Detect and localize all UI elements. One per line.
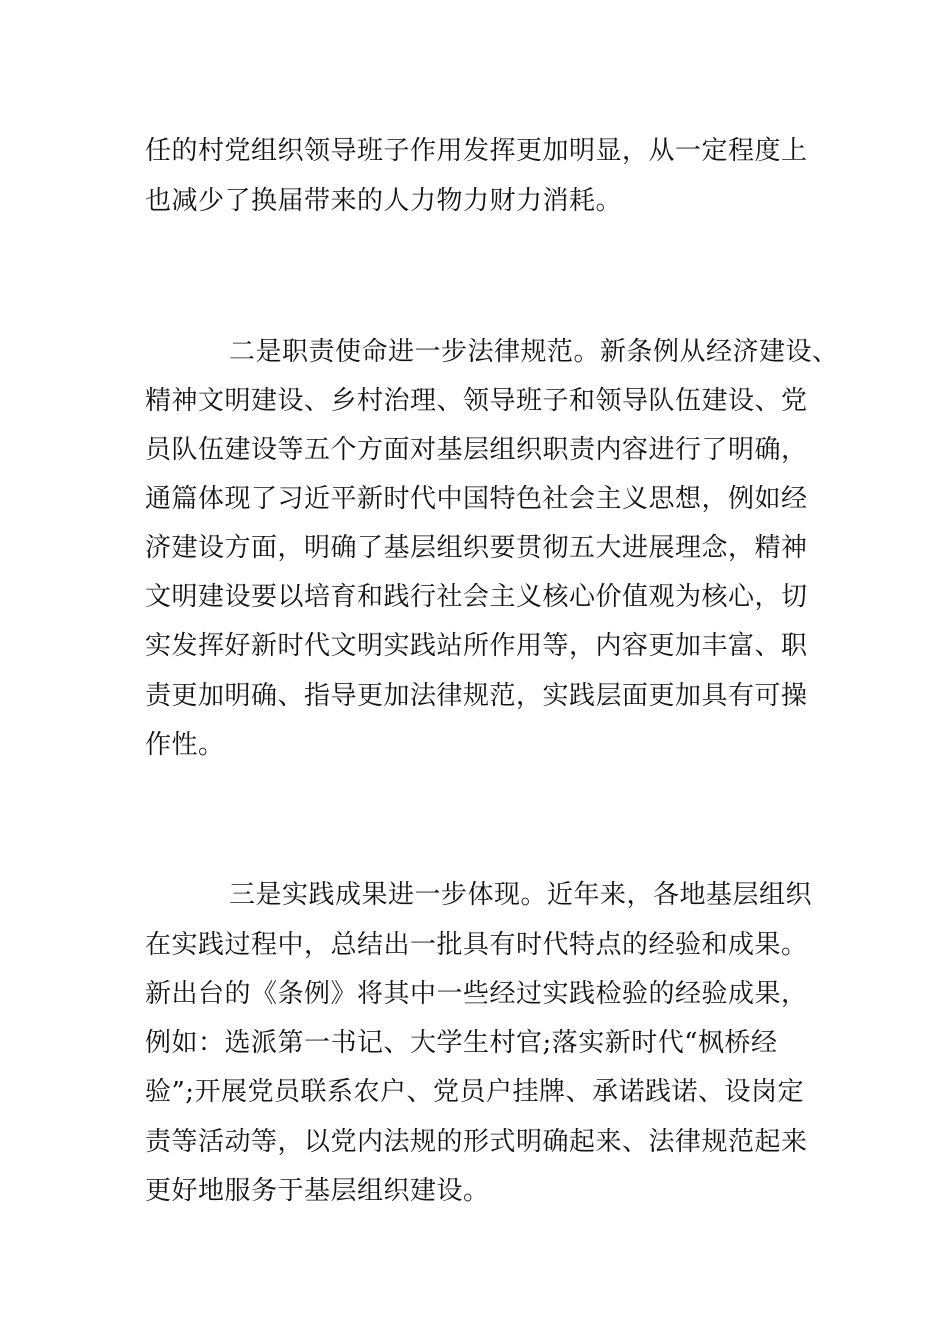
paragraph-2-line-1: 二是职责使命进一步法律规范。新条例从经济建设、 bbox=[229, 337, 839, 367]
paragraph-3-line-5: 验”;开展党员联系农户、党员户挂牌、承诺践诺、设岗定 bbox=[145, 1077, 805, 1107]
paragraph-3-line-2: 在实践过程中，总结出一批具有时代特点的经验和成果。 bbox=[145, 930, 808, 960]
paragraph-3-line-3: 新出台的《条例》将其中一些经过实践检验的经验成果， bbox=[145, 979, 808, 1009]
paragraph-1-line-2: 也减少了换届带来的人力物力财力消耗。 bbox=[145, 186, 623, 216]
paragraph-1-line-1: 任的村党组织领导班子作用发挥更加明显，从一定程度上 bbox=[145, 136, 808, 166]
paragraph-2-line-2: 精神文明建设、乡村治理、领导班子和领导队伍建设、党 bbox=[145, 386, 808, 416]
paragraph-3-line-1: 三是实践成果进一步体现。近年来，各地基层组织 bbox=[229, 880, 813, 910]
paragraph-3-line-4: 例如：选派第一书记、大学生村官;落实新时代“枫桥经 bbox=[145, 1028, 778, 1058]
paragraph-2-line-8: 责更加明确、指导更加法律规范，实践层面更加具有可操 bbox=[145, 681, 808, 711]
paragraph-2-line-6: 文明建设要以培育和践行社会主义核心价值观为核心，切 bbox=[145, 582, 808, 612]
paragraph-2-line-3: 员队伍建设等五个方面对基层组织职责内容进行了明确， bbox=[145, 435, 808, 465]
paragraph-3-line-7: 更好地服务于基层组织建设。 bbox=[145, 1176, 490, 1206]
paragraph-2-line-9: 作性。 bbox=[145, 730, 225, 760]
paragraph-2-line-7: 实发挥好新时代文明实践站所作用等，内容更加丰富、职 bbox=[145, 631, 808, 661]
paragraph-2-line-5: 济建设方面，明确了基层组织要贯彻五大进展理念，精神 bbox=[145, 533, 808, 563]
paragraph-3-line-6: 责等活动等，以党内法规的形式明确起来、法律规范起来 bbox=[145, 1127, 808, 1157]
paragraph-2-line-4: 通篇体现了习近平新时代中国特色社会主义思想，例如经 bbox=[145, 484, 808, 514]
